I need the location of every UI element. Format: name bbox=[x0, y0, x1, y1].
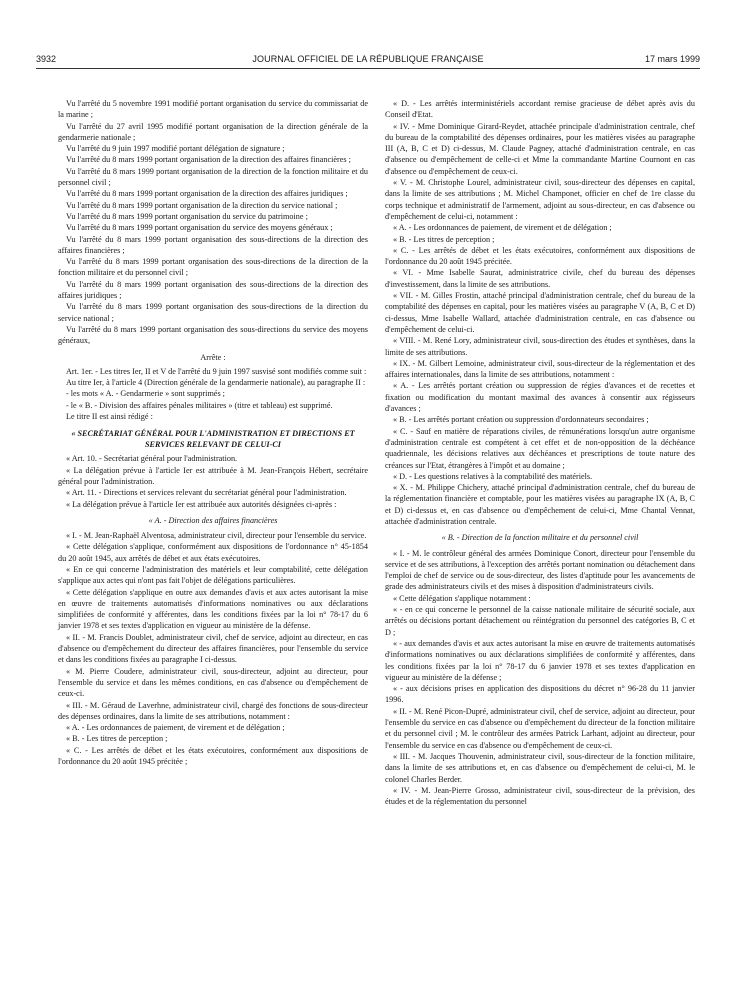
paragraph: « I. - M. le contrôleur général des armées Dominique Conort, directeur pour l'ensemble du service et de ses attributions, à l'exception des arrêtés portant nomination ou détachement dans l'emploi de chef de service ou de sous-directeur, des listes d'aptitude pour les avancements de grade des administrateurs civils et des mises à disposition d'administrateurs civils. bbox=[385, 548, 695, 592]
paragraph: « Cette délégation s'applique en outre aux demandes d'avis et aux actes autorisant la mise en œuvre de traitements automatisés d'informations nominatives ou aux déclarations simplifiées de conformité y afférentes, dans les conditions fixées par la loi n° 78-17 du 6 janvier 1978 et ses textes d'application en vigueur au ministère de la défense. bbox=[58, 587, 368, 631]
paragraph: « B. - Les titres de perception ; bbox=[66, 734, 168, 744]
paragraph: « C. - Sauf en matière de réparations civiles, de rémunérations lorsqu'un autre organisme d'administration centrale est compétent à cet effet et de non-opposition de la déchéance quadriennale, les décisions relatives aux déchéances et prescriptions de toute nature des créances sur l'Etat, étrangères à l'impôt et au domaine ; bbox=[385, 426, 695, 470]
paragraph: « III. - M. Géraud de Laverhne, administrateur civil, chargé des fonctions de sous-directeur des dépenses ordinaires, dans la limite de ses attributions, notamment : bbox=[58, 700, 368, 721]
paragraph: « - aux décisions prises en application des dispositions du décret n° 96-28 du 11 janvier 1996. bbox=[385, 684, 695, 705]
paragraph: « Cette délégation s'applique, conformément aux dispositions de l'ordonnance n° 45-1854 du 20 août 1945, aux arrêtés de débet et aux états exécutoires. bbox=[58, 542, 368, 563]
visa: Vu l'arrêté du 8 mars 1999 portant organisation de la direction du service national ; bbox=[66, 200, 338, 210]
visa: Vu l'arrêté du 5 novembre 1991 modifié portant organisation du service du commissariat de la marine ; bbox=[58, 99, 368, 120]
visa: Vu l'arrêté du 8 mars 1999 portant organisation de la direction des affaires financières ; bbox=[66, 155, 351, 165]
visa: Vu l'arrêté du 8 mars 1999 portant organisation du service des moyens généraux ; bbox=[66, 223, 333, 233]
page-header bbox=[36, 52, 700, 68]
subsection-heading: « A. - Direction des affaires financières bbox=[148, 515, 278, 525]
paragraph: « Cette délégation s'applique notamment : bbox=[393, 593, 531, 603]
paragraph: « X. - M. Philippe Chichery, attaché principal d'administration centrale, chef du bureau de la réglementation financière et comptable, pour les matières visées au paragraphe IX (A, B, C et D) ci-dessus et, en cas d'absence ou d'empêchement de celui-ci, Mme Chantal Vennat, attachée d'administration centrale. bbox=[385, 483, 695, 526]
paragraph: « En ce qui concerne l'administration des matériels et leur comptabilité, cette délégation s'applique aux actes qui n'ont pas fait l'objet de délégations particulières. bbox=[58, 564, 368, 586]
article-1: Art. 1er. - Les titres Ier, II et V de l'arrêté du 9 juin 1997 susvisé sont modifiés comme suit : bbox=[66, 366, 367, 376]
visa: Vu l'arrêté du 8 mars 1999 portant organisation des sous-directions de la direction des affaires financières ; bbox=[58, 234, 368, 255]
paragraph: « D. - Les arrêtés interministériels accordant remise gracieuse de débet après avis du Conseil d'Etat. bbox=[385, 99, 695, 120]
article-11: « Art. 11. - Directions et services relevant du secrétariat général pour l'administration. bbox=[66, 488, 347, 498]
paragraph: « C. - Les arrêtés de débet et les états exécutoires, conformément aux dispositions de l'ordonnance du 20 août 1945 précitée ; bbox=[58, 745, 368, 767]
paragraph: - le « B. - Division des affaires pénales militaires » (titre et tableau) est supprimé. bbox=[66, 400, 333, 410]
paragraph: « D. - Les questions relatives à la comptabilité des matériels. bbox=[393, 471, 593, 481]
paragraph: « II. - M. René Picon-Dupré, administrateur civil, chef de service, adjoint au directeur, pour l'ensemble du service en cas d'absence ou d'empêchement du directeur de la fonction militaire et du personnel civil ; M. le contrôleur des armées Patrick Larhant, adjoint au directeur, pour l'ensemble du service en cas d'absence ou d'empêchement de ceux-ci. bbox=[385, 706, 695, 750]
paragraph: « M. Pierre Coudere, administrateur civil, sous-directeur, adjoint au directeur, pour l'ensemble du service et dans les mêmes conditions, en cas d'absence ou d'empêchement de ceux-ci. bbox=[58, 666, 368, 699]
issue-date: 17 mars 1999 bbox=[644, 54, 700, 64]
page-number: 3932 bbox=[36, 54, 57, 64]
paragraph: « IX. - M. Gilbert Lemoine, administrateur civil, sous-directeur de la réglementation et des affaires internationales, dans la limite de ses attributions, notamment : bbox=[385, 358, 695, 380]
paragraph: Le titre II est ainsi rédigé : bbox=[66, 412, 153, 422]
paragraph: « III. - M. Jacques Thouvenin, administrateur civil, sous-directeur de la fonction militaire, dans la limite de ses attributions et, en cas d'absence ou d'empêchement de celui-ci, M. le colonel Charles Berder. bbox=[385, 751, 695, 784]
visa: Vu l'arrêté du 8 mars 1999 portant organisation du service du patrimoine ; bbox=[66, 211, 308, 221]
visa: Vu l'arrêté du 8 mars 1999 portant organisation des sous-directions de la direction des affaires juridiques ; bbox=[58, 279, 368, 301]
journal-title: JOURNAL OFFICIEL DE LA RÉPUBLIQUE FRANÇAISE bbox=[252, 54, 484, 64]
visa: Vu l'arrêté du 8 mars 1999 portant organisation des sous-directions de la direction de la fonction militaire et du personnel civil ; bbox=[58, 257, 368, 278]
paragraph: « La délégation prévue à l'article Ier est attribuée à M. Jean-François Hébert, secrétaire général pour l'administration. bbox=[58, 465, 368, 486]
paragraph: « La délégation prévue à l'article Ier est attribuée aux autorités désignées ci-après : bbox=[66, 499, 337, 509]
visa: Vu l'arrêté du 9 juin 1997 modifié portant délégation de signature ; bbox=[66, 144, 285, 154]
paragraph: « VI. - Mme Isabelle Saurat, administratrice civile, chef du bureau des dépenses d'investissement, dans la limite de ses attributions. bbox=[385, 268, 695, 289]
paragraph: « V. - M. Christophe Lourel, administrateur civil, sous-directeur des dépenses en capital, dans la limite de ses attributions ; M. Michel Champonet, officier en chef de 1re classe du corps technique et administratif de l'armement, adjoint au sous-directeur, en cas d'absence ou d'empêchement de celui-ci, notamment : bbox=[385, 178, 695, 221]
paragraph: « IV. - M. Jean-Pierre Grosso, administrateur civil, sous-directeur de la prévision, des études et de la réglementation du personnel bbox=[385, 785, 695, 807]
paragraph: « A. - Les arrêtés portant création ou suppression de régies d'avances et de recettes et fixation ou modification du montant maximal des avances à consentir aux régisseurs d'avances ; bbox=[385, 381, 695, 414]
paragraph: « B. - Les arrêtés portant création ou suppression d'ordonnateurs secondaires ; bbox=[393, 415, 649, 425]
paragraph: Au titre Ier, à l'article 4 (Direction générale de la gendarmerie nationale), au paragraphe II : bbox=[66, 378, 366, 388]
left-column bbox=[58, 98, 368, 767]
paragraph: « VIII. - M. René Lory, administrateur civil, sous-direction des études et synthèses, dans la limite de ses attributions. bbox=[385, 336, 695, 357]
paragraph: « VII. - M. Gilles Frostin, attaché principal d'administration centrale, chef du bureau de la comptabilité des dépenses en capital, pour les matières visées au paragraphe V (A, B, C et D) ci-dessus, Mme Isabelle Wallard, attachée d'administration centrale, en cas d'absence ou d'empêchement de celui-ci. bbox=[385, 291, 695, 334]
paragraph: « B. - Les titres de perception ; bbox=[393, 234, 495, 244]
right-column bbox=[385, 98, 695, 807]
visa: Vu l'arrêté du 8 mars 1999 portant organisation des sous-directions du service des moyens généraux, bbox=[58, 324, 368, 346]
paragraph: « IV. - Mme Dominique Girard-Reydet, attachée principale d'administration centrale, chef du bureau de la comptabilité des dépenses ordinaires, pour les matières visées au paragraphe III (A, B, C et D) ci-dessus, M. Claude Pagney, attaché d'administration centrale, en cas d'absence ou d'empêchement de celle-ci et Mme la commandante Martine Cournont en cas d'absence ou d'empêchement de ceux-ci. bbox=[385, 121, 695, 176]
section-heading: « SECRÉTARIAT GÉNÉRAL POUR L'ADMINISTRATION ET DIRECTIONS ET SERVICES RELEVANT DE CELUI-CI bbox=[71, 429, 355, 450]
visa: Vu l'arrêté du 8 mars 1999 portant organisation de la direction de la fonction militaire et du personnel civil ; bbox=[58, 166, 368, 188]
paragraph: « - aux demandes d'avis et aux actes autorisant la mise en œuvre de traitements automatisés d'informations nominatives ou aux déclarations simplifiées de conformité y afférentes, dans les conditions fixées par la loi n° 78-17 du 6 janvier 1978 et ses textes d'application en vigueur au ministère de la défense ; bbox=[385, 638, 695, 682]
arrete-label: Arrête : bbox=[200, 352, 226, 362]
visa: Vu l'arrêté du 27 avril 1995 modifié portant organisation de la direction générale de la gendarmerie nationale ; bbox=[58, 121, 368, 142]
paragraph: « II. - M. Francis Doublet, administrateur civil, chef de service, adjoint au directeur, en cas d'absence ou d'empêchement du directeur des affaires financières, pour l'ensemble du service et dans les conditions fixées au paragraphe I ci-dessus. bbox=[58, 632, 368, 665]
paragraph: « A. - Les ordonnances de paiement, de virement et de délégation ; bbox=[393, 223, 612, 233]
header-rule bbox=[36, 68, 700, 69]
paragraph: « A. - Les ordonnances de paiement, de virement et de délégation ; bbox=[66, 723, 285, 733]
paragraph: « I. - M. Jean-Raphaël Alventosa, administrateur civil, directeur pour l'ensemble du service. bbox=[66, 531, 367, 541]
paragraph: « C. - Les arrêtés de débet et les états exécutoires, conformément aux dispositions de l'ordonnance du 20 août 1945 précitée. bbox=[385, 245, 695, 267]
subsection-heading: « B. - Direction de la fonction militaire et du personnel civil bbox=[441, 533, 639, 543]
visa: Vu l'arrêté du 8 mars 1999 portant organisation de la direction des affaires juridiques ; bbox=[66, 189, 348, 199]
visa: Vu l'arrêté du 8 mars 1999 portant organisation des sous-directions de la direction du service national ; bbox=[58, 302, 368, 323]
paragraph: « - en ce qui concerne le personnel de la caisse nationale militaire de sécurité sociale, aux arrêtés ou décisions portant détachement ou réintégration du personnel des catégories B, C et D ; bbox=[385, 605, 695, 637]
paragraph: - les mots « A. - Gendarmerie » sont supprimés ; bbox=[66, 389, 225, 399]
article-10: « Art. 10. - Secrétariat général pour l'administration. bbox=[66, 454, 238, 464]
